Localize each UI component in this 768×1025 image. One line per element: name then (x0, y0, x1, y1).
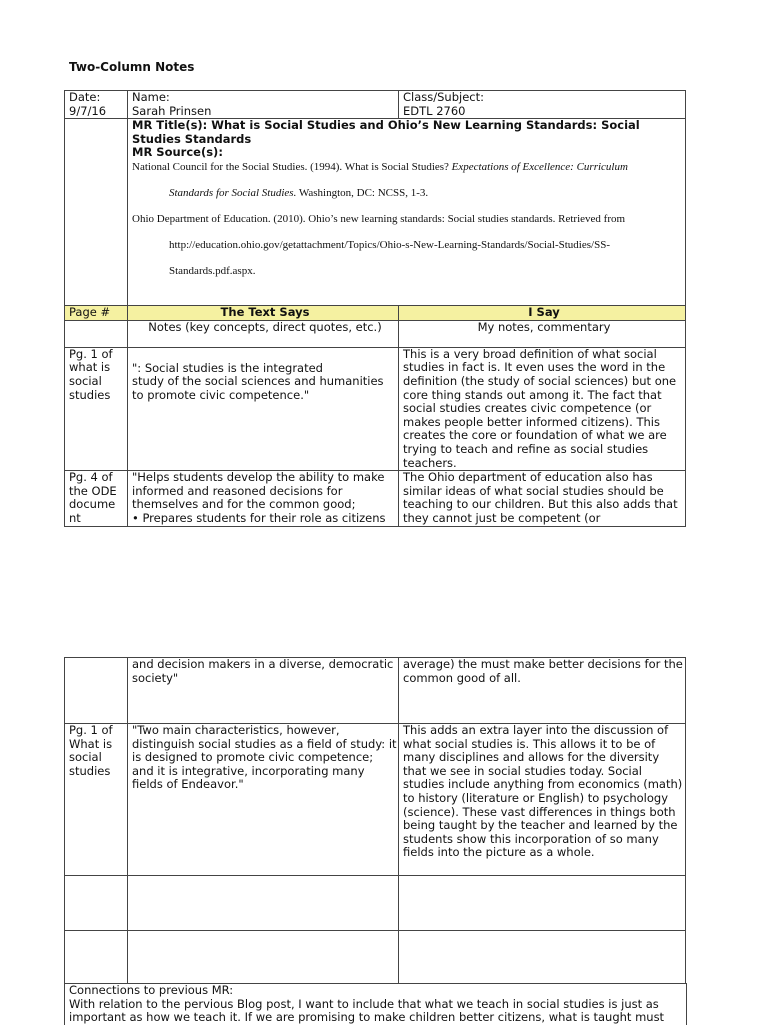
notes-table-page2 (64, 657, 686, 984)
mr-cell (128, 119, 686, 306)
text-says-cell (128, 876, 399, 931)
i-say-cell (399, 876, 686, 931)
table-row (65, 347, 686, 470)
reference-2-url: http://education.ohio.gov/getattachment/Topics/Ohio-s-New-Learning-Standards/Social-Studies/SS- (169, 238, 610, 251)
text-says-cell: and decision makers in a diverse, democratic society" (128, 658, 399, 724)
name-value: Sarah Prinsen (132, 103, 212, 118)
reference-2-url-cont: Standards.pdf.aspx. (169, 264, 256, 277)
date-value: 9/7/16 (69, 103, 107, 118)
mr-title: MR Title(s): What is Social Studies and Ohio’s New Learning Standards: Social Studies Standards (132, 118, 640, 146)
column-subheader-row (65, 320, 686, 347)
page-ref-cell: Pg. 4 of the ODE docume nt (65, 471, 128, 526)
table-row (65, 931, 686, 984)
notes-table-page1 (64, 90, 686, 527)
text-says-cell: "Helps students develop the ability to make informed and reasoned decisions for themselves and for the common good; • Prepares students for their role as citizens (128, 471, 399, 526)
i-say-cell: This is a very broad definition of what social studies in fact is. It even uses the word in the definition (the study of social sciences) but one core thing stands out among it. The fact that social studies creates civic competence (or makes people better informed citizens). This creates the core or foundation of what we are trying to teach and refine as social studies teachers. (399, 347, 686, 470)
table-row (65, 724, 686, 876)
table-row (65, 471, 686, 526)
name-cell (128, 91, 399, 119)
reference-1-cont: Standards for Social Studies. Washington, DC: NCSS, 1-3. (169, 186, 429, 199)
i-say-subheader: My notes, commentary (399, 320, 686, 347)
mr-source-label: MR Source(s): (132, 145, 223, 160)
page-ref-cell: Pg. 1 of What is social studies (65, 724, 128, 876)
text-says-cell: "Two main characteristics, however, distinguish social studies as a field of study: it is designed to promote civic competence; and it is integrative, incorporating many fields of Endeavor." (128, 724, 399, 876)
i-say-header: I Say (399, 306, 686, 321)
class-value: EDTL 2760 (403, 103, 466, 118)
text-says-cell (128, 931, 399, 984)
i-say-cell: average) the must make better decisions for the common good of all. (399, 658, 686, 724)
page-ref-cell (65, 658, 128, 724)
table-row (65, 876, 686, 931)
connections-label: Connections to previous MR: (69, 983, 234, 997)
reference-1: National Council for the Social Studies. (1994). What is Social Studies? Expectations of Excellence: Curriculum (132, 160, 628, 173)
connections-box (64, 983, 687, 1025)
date-cell (65, 91, 128, 119)
reference-2: Ohio Department of Education. (2010). Ohio’s new learning standards: Social studies standards. Retrieved from (132, 212, 626, 225)
mr-blank-cell (65, 119, 128, 306)
mr-references (132, 161, 677, 278)
i-say-cell: The Ohio department of education also has similar ideas of what social studies should be teaching to our children. But this also adds that they cannot just be competent (or (399, 471, 686, 526)
text-says-subheader: Notes (key concepts, direct quotes, etc.) (128, 320, 399, 347)
meta-row (65, 91, 686, 119)
text-says-cell: ": Social studies is the integrated study of the social sciences and humanities to promote civic competence." (128, 347, 399, 470)
table-row (65, 658, 686, 724)
i-say-cell (399, 931, 686, 984)
connections-text: With relation to the pervious Blog post, I want to include that what we teach in social studies is just as important as how we teach it. If we are promising to make children better citizens, what is taught must (69, 996, 665, 1025)
class-cell (399, 91, 686, 119)
page-ref-cell (65, 931, 128, 984)
date-label: Date: (69, 90, 101, 104)
mr-row (65, 119, 686, 306)
page-header: Page # (65, 306, 128, 321)
page-ref-cell (65, 876, 128, 931)
i-say-cell: This adds an extra layer into the discussion of what social studies is. This allows it to be of many disciplines and allows for the diversity that we see in social studies today. Social studies include anything from economics (math) to history (literature or English) to psychology (science). These vast differences in things both being taught by the teacher and learned by the students show this incorporation of so many fields into the picture as a whole. (399, 724, 686, 876)
document-title: Two-Column Notes (69, 60, 195, 74)
class-label: Class/Subject: (403, 90, 484, 104)
column-header-row (65, 306, 686, 321)
name-label: Name: (132, 90, 170, 104)
page-ref-cell: Pg. 1 of what is social studies (65, 347, 128, 470)
text-says-header: The Text Says (128, 306, 399, 321)
subheader-blank (65, 320, 128, 347)
